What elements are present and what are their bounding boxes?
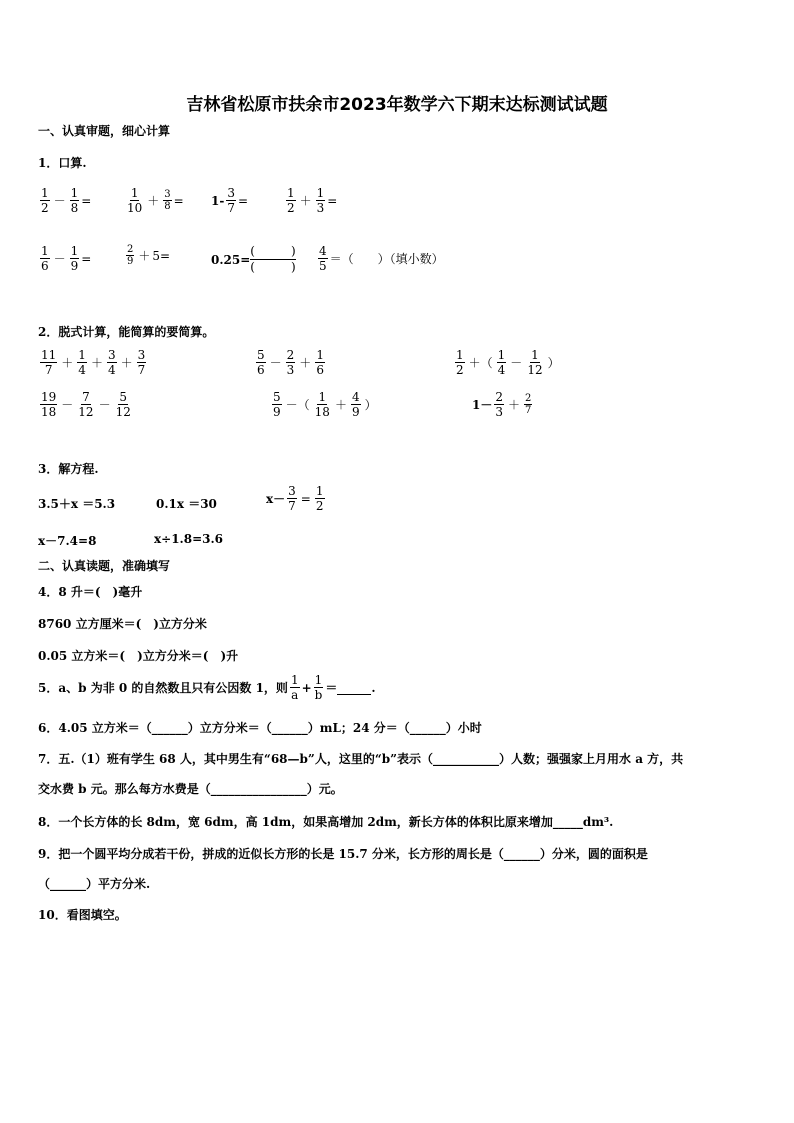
section-1-heading: 一、认真审题，细心计算	[38, 124, 171, 138]
fraction: $\frac{3}{8}$	[164, 189, 171, 212]
q3-eq-5: x÷1.8=3.6	[154, 532, 224, 546]
q1-expr-8: $\frac{4}{5}$ ＝（ ）（填小数）	[319, 244, 444, 273]
q6-question: 6．4.05 立方米＝（______）立方分米＝（______）mL；24 分＝（______）小时	[38, 721, 482, 735]
fraction: $\frac{4}{5}$	[319, 244, 327, 273]
fraction: $\frac{1}{2}$	[41, 186, 49, 215]
fraction: $\frac{1}{3}$	[316, 186, 325, 215]
page-title: 吉林省松原市扶余市2023年数学六下期末达标测试试题	[186, 95, 608, 115]
q7-line-2: 交水费 b 元。那么每方水费是（________________）元。	[38, 782, 343, 796]
q9-line-1: 9．把一个圆平均分成若干份，拼成的近似长方形的长是 15.7 分米，长方形的周长是（______）分米，圆的面积是	[38, 847, 648, 861]
q2-expr-2: $\frac{5}{6}$ － $\frac{2}{3}$ ＋ $\frac{1}{6}$	[257, 348, 324, 377]
q1-expr-1: $\frac{1}{2}$ － $\frac{1}{8}$ =	[41, 186, 92, 215]
q3-eq-1: 3.5＋x ＝5.3	[38, 497, 116, 511]
q8-question: 8．一个长方体的长 8dm，宽 6dm，高 1dm，如果高增加 2dm，新长方体的体积比原来增加_____dm³.	[38, 815, 614, 829]
q3-eq-4: x－7.4=8	[38, 534, 97, 548]
q2-expr-4: $\frac{19}{18}$ － $\frac{7}{12}$ － $\frac{5}{12}$	[41, 390, 131, 419]
q1-expr-7: 0.25= ( ) ( )	[211, 244, 296, 274]
fraction: $\frac{1}{9}$	[70, 244, 79, 273]
fraction: $\frac{1}{2}$	[287, 186, 295, 215]
q2-expr-6: 1－ $\frac{2}{3}$ ＋ $\frac{2}{7}$	[472, 390, 532, 419]
q3-eq-3: x－ $\frac{3}{7}$ = $\frac{1}{2}$	[266, 484, 324, 513]
section-2-heading: 二、认真读题，准确填写	[38, 559, 171, 573]
fraction: $\frac{1}{10}$	[127, 186, 143, 215]
q4-line-2: 8760 立方厘米＝( )立方分米	[38, 617, 207, 631]
q10-question: 10．看图填空。	[38, 908, 127, 922]
fraction: $\frac{1}{6}$	[41, 244, 49, 273]
q1-label: 1．口算.	[38, 156, 87, 170]
q1-expr-2: $\frac{1}{10}$ ＋ $\frac{3}{8}$ =	[127, 186, 184, 215]
fraction: $\frac{2}{9}$	[127, 244, 134, 267]
q2-expr-1: $\frac{11}{7}$ ＋ $\frac{1}{4}$ ＋ $\frac{3}{4}$ ＋ $\frac{3}{7}$	[41, 348, 146, 377]
q2-label: 2．脱式计算，能简算的要简算。	[38, 325, 215, 339]
q3-eq-2: 0.1x ＝30	[156, 497, 217, 511]
q2-expr-3: $\frac{1}{2}$ ＋（ $\frac{1}{4}$ － $\frac{1}{12}$ ）	[456, 348, 560, 377]
q4-line-3: 0.05 立方米＝( )立方分米＝( )升	[38, 649, 239, 663]
fraction: $\frac{3}{7}$	[227, 186, 235, 215]
q5-question: 5．a、b 为非 0 的自然数且只有公因数 1，则 $\frac{1}{a}$ + $\frac{1}{b}$ ＝ .	[38, 673, 376, 702]
q7-line-1: 7．五.（1）班有学生 68 人，其中男生有“68—b”人，这里的“b”表示（___________）人数；强强家上月用水 a 方，共	[38, 752, 684, 766]
q2-expr-5: $\frac{5}{9}$ －（ $\frac{1}{18}$ ＋ $\frac{4}{9}$ ）	[273, 390, 377, 419]
answer-blank[interactable]	[337, 681, 371, 695]
q1-expr-4: $\frac{1}{2}$ ＋ $\frac{1}{3}$ =	[287, 186, 338, 215]
q4-line-1: 4．8 升＝( )毫升	[38, 585, 143, 599]
q1-expr-6: $\frac{2}{9}$ ＋ 5=	[127, 244, 171, 267]
q3-label: 3．解方程.	[38, 462, 99, 476]
q9-line-2: （______）平方分米.	[38, 877, 151, 891]
q1-expr-3: 1- $\frac{3}{7}$ =	[211, 186, 249, 215]
blank-fraction: ( ) ( )	[250, 244, 296, 274]
fraction: $\frac{1}{8}$	[70, 186, 79, 215]
q1-expr-5: $\frac{1}{6}$ － $\frac{1}{9}$ =	[41, 244, 92, 273]
